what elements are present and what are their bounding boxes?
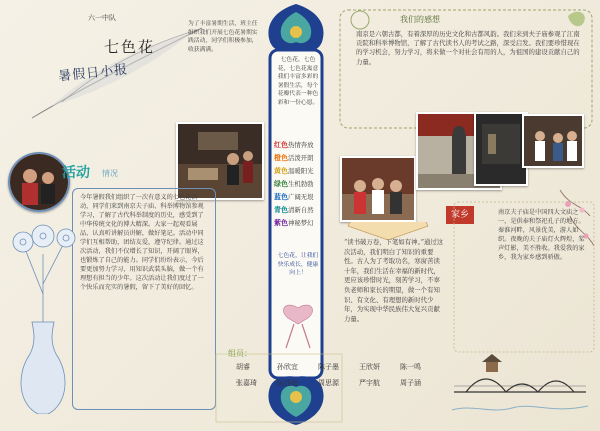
petal-text: 生机勃勃 bbox=[288, 180, 314, 188]
bridge-illustration bbox=[452, 352, 588, 422]
petal-row-cyan bbox=[274, 205, 324, 218]
feelings-heading: 我们的感想 bbox=[400, 15, 440, 24]
petal-text: 广阔无垠 bbox=[288, 193, 314, 201]
petal-color-word: 青色 bbox=[274, 205, 288, 214]
home-body: 南京夫子庙是中国四大文庙之一，是供奉和祭祀孔子的地方。秦淮河畔，风景优美，游人如织。夜晚的夫子庙灯火辉煌，桨声灯影，美不胜收。我爱我的家乡，我为家乡感到骄傲。 bbox=[498, 209, 585, 261]
petal-text: 清新自然 bbox=[288, 206, 314, 214]
petal-list bbox=[274, 140, 324, 231]
petal-color-word: 紫色 bbox=[274, 218, 288, 227]
school-label: 六一中队 bbox=[88, 14, 116, 22]
members-list bbox=[236, 362, 444, 388]
ribbon-decoration bbox=[276, 300, 320, 350]
petal-row-yellow bbox=[274, 166, 324, 179]
petal-text: 活泼开朗 bbox=[288, 154, 314, 162]
petal-text: 热情奔放 bbox=[288, 141, 314, 149]
member-name: 王欣妍 bbox=[359, 363, 380, 371]
member-name: 胡睿 bbox=[236, 363, 250, 371]
petal-text: 温暖阳光 bbox=[288, 167, 314, 175]
center-intro: 七色花，七色花，七色花寓意我们丰富多彩的暑假生活，每个花瓣代表一种色彩和一份心愿。 bbox=[277, 57, 319, 106]
petal-color-word: 蓝色 bbox=[274, 192, 288, 201]
petal-text: 神秘梦幻 bbox=[288, 219, 314, 227]
petal-color-word: 红色 bbox=[274, 140, 288, 149]
petal-row-green bbox=[274, 179, 324, 192]
member-name: 周思源 bbox=[318, 379, 339, 387]
vase-illustration bbox=[8, 214, 78, 414]
feelings-body: 南京是六朝古都，有着深厚的历史文化和古都风韵。我们来到夫子庙参观了江南贡院和科举博物馆，了解了古代读书人的考试之路，深受启发。我们要珍惜现在的学习机会，努力学习，将来做一个对社会有用的人，为祖国的建设贡献自己的力量。 bbox=[356, 30, 580, 66]
members-label: 组员： bbox=[228, 349, 252, 358]
member-name: 陈子墨 bbox=[318, 363, 339, 371]
museum-hall-photo bbox=[474, 112, 528, 186]
activity-body: 今年暑假我们组织了一次有意义的七色花活动，同学们来到南京夫子庙、科举博物馆参观学习，了解了古代科举制度的历史，感受到了中华传统文化的博大精深。大家一起观看展品，认真听讲解员讲解，做好笔记。活动中同学们互相帮助，团结友爱，遵守纪律。通过这次活动，我们不仅增长了知识，开阔了眼界，也锻炼了自己的能力。同学们纷纷表示，今后要更加努力学习，用知识武装头脑，做一个有理想有担当的少年。这次活动让我们度过了一个快乐而充实的暑假，留下了美好的回忆。 bbox=[80, 194, 204, 291]
member-name: 孙欣宜 bbox=[277, 363, 298, 371]
petal-row-purple bbox=[274, 218, 324, 231]
page-title: 七色花 bbox=[104, 38, 156, 56]
petal-color-word: 橙色 bbox=[274, 153, 288, 162]
activity-photo-group bbox=[340, 156, 416, 222]
member-name: 张嘉琦 bbox=[236, 379, 257, 387]
petal-row-red bbox=[274, 140, 324, 153]
member-name: 周子涵 bbox=[400, 379, 421, 387]
petal-color-word: 绿色 bbox=[274, 179, 288, 188]
petal-color-word: 黄色 bbox=[274, 166, 288, 175]
quote-body: “读书破万卷，下笔如有神。”通过这次活动，我们明白了知识的重要性。古人为了考取功名，寒窗苦读十年，我们生活在幸福的新时代，更应该珍惜时光，刻苦学习，不辜负老师和家长的期望，做一个有知识、有文化、有理想的新时代少年，为实现中华民族伟大复兴贡献力量。 bbox=[344, 238, 444, 323]
center-closing: 七色花，让我们快乐成长，健康向上！ bbox=[277, 253, 319, 276]
page-subtitle: 暑假日小报 bbox=[57, 62, 129, 85]
petal-row-blue bbox=[274, 192, 324, 205]
petal-row-orange bbox=[274, 153, 324, 166]
activity-heading: 活动 bbox=[62, 165, 90, 181]
member-name: 阮佳雨 bbox=[277, 379, 298, 387]
member-name: 严宇航 bbox=[359, 379, 380, 387]
activity-photo-round bbox=[8, 152, 70, 212]
activity-subheading: 情况 bbox=[102, 169, 118, 178]
home-heading: 家乡 bbox=[446, 206, 474, 224]
intro-text: 为了丰富暑期生活，班主任组织我们开展七色花暑期实践活动，同学们积极参加，收获满满。 bbox=[188, 21, 258, 53]
students-photo bbox=[522, 114, 584, 168]
member-name: 陈一鸣 bbox=[400, 363, 421, 371]
